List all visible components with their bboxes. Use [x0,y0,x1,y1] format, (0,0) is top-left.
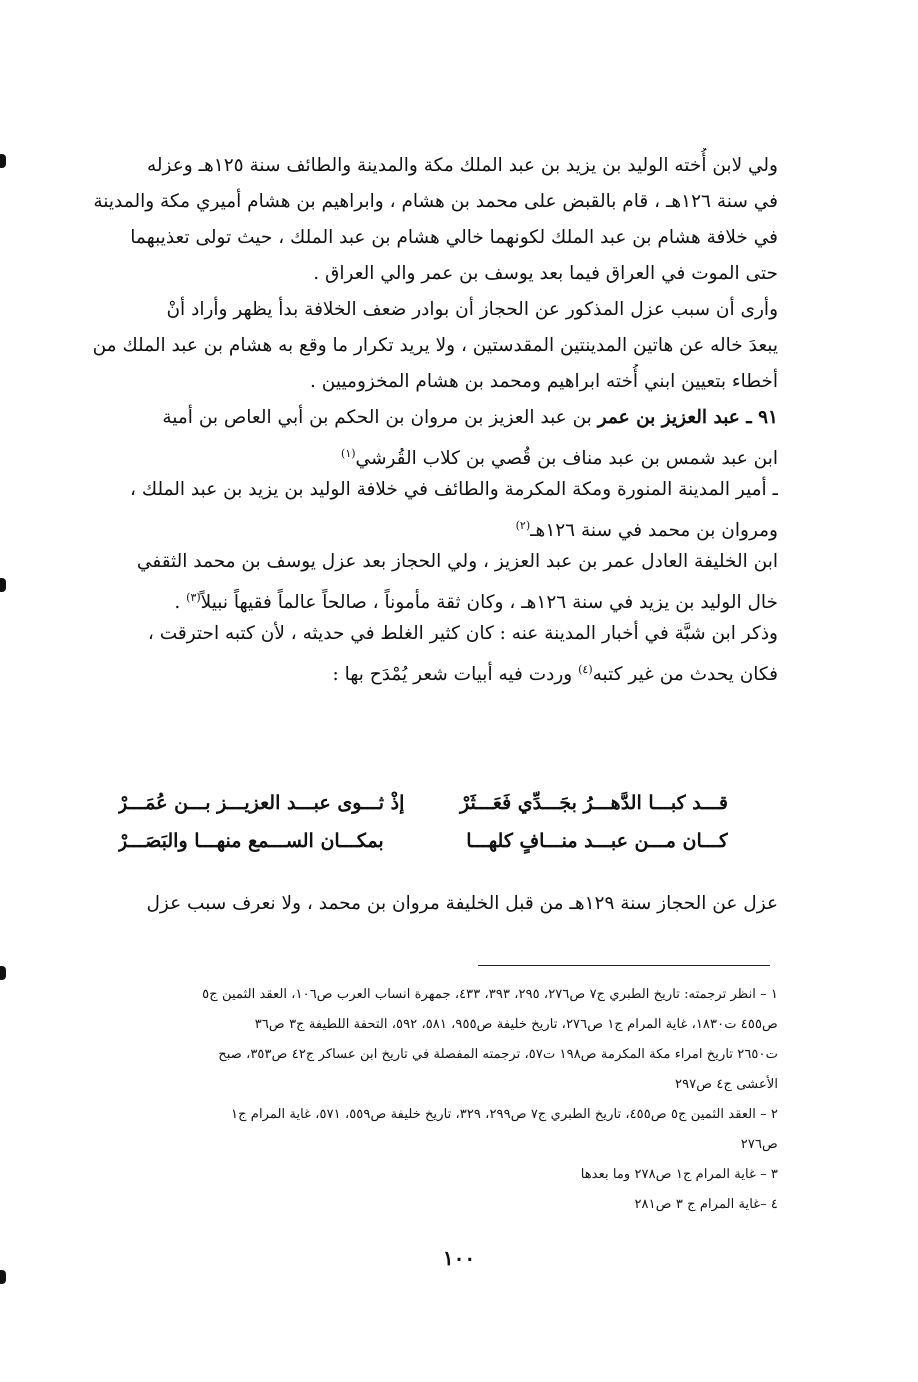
footnote-ref: (١) [341,447,356,460]
paragraph-text: خال الوليد بن يزيد في سنة ١٢٦هـ ، وكان ثقة مأموناً ، صالحاً عالماً فقيهاً نبيلاً [200,592,778,613]
paragraph-text: . [174,592,187,613]
paragraph-line: في سنة ١٢٦هـ ، قام بالقبض على محمد بن هشام ، وابراهيم بن هشام أميري مكة والمدينة [93,191,778,212]
footnote-line: ٤ –غاية المرام ج ٣ ص٢٨١ [634,1197,778,1212]
footnote-ref: (٢) [515,519,531,532]
paragraph-line: في خلافة هشام بن عبد الملك لكونهما خالي هشام بن عبد الملك ، حيث تولى تعذيبهما [130,227,778,248]
paragraph-line [78,652,778,688]
verse-hemistich-second: إذْ ثـــوى عبـــد العزيـــز بـــن عُمَـــرْ [118,792,405,814]
footnote-line: الأعشى ج٤ ص٢٩٧ [675,1077,778,1092]
footnote-line: ص٤٥٥ ت١٨٣٠، غاية المرام ج١ ص٢٧٦، تاريخ خليفة ص٩٥٥، ٥٨١، ٥٩٢، التحفة اللطيفة ج٣ ص٣٦ [254,1017,778,1032]
scan-edge-mark [0,1270,6,1284]
scan-edge-mark [0,578,6,592]
paragraph-line [78,508,778,544]
footnotes [80,980,778,1220]
verse-hemistich-first: كـــان مـــن عبـــد منـــافٍ كلهـــا [466,830,728,852]
scan-edge-mark [0,966,6,980]
paragraph-line: ولي لابن أُخته الوليد بن يزيد بن عبد الملك مكة والمدينة والطائف سنة ١٢٥هـ وعزله [146,155,778,176]
paragraph-line: عزل عن الحجاز سنة ١٢٩هـ من قبل الخليفة مروان بن محمد ، ولا نعرف سبب عزل [146,893,778,914]
entry-lineage-line [78,436,778,472]
footnote-line: ١ – انظر ترجمته: تاريخ الطبري ج٧ ص٢٧٦، ٢٩٥، ٣٩٣، ٤٣٣، جمهرة انساب العرب ص١٠٦، العقد الثمين ج٥ [202,987,778,1002]
verse-hemistich-first: قـــد كبـــا الدَّهـــرُ بجَـــدِّي فَعَـــثَرْ [460,792,728,814]
paragraph-line [78,580,778,616]
footnote-line: ٣ – غاية المرام ج١ ص٢٧٨ وما بعدها [580,1167,778,1182]
entry-heading-line [78,400,778,436]
footnote-line: ٢ – العقد الثمين ج٥ ص٤٥٥، تاريخ الطبري ج٧ ص٢٩٩، ٣٢٩، تاريخ خليفة ص٥٥٩، ٥٧١، غاية المرام ج١ [231,1107,778,1122]
main-text [78,148,778,688]
paragraph-line: وأرى أن سبب عزل المذكور عن الحجاز أن بوادر ضعف الخلافة بدأ يظهر وأراد أنْ [166,299,778,320]
footnote-ref: (٣) [186,591,201,604]
paragraph-text: فكان يحدث من غير كتبه [592,664,778,685]
paragraph-line: ـ أمير المدينة المنورة ومكة المكرمة والطائف في خلافة الوليد بن يزيد بن عبد الملك ، [130,479,778,500]
paragraph-line: ابن الخليفة العادل عمر بن عبد العزيز ، ولي الحجاز بعد عزل يوسف بن محمد الثقفي [136,551,778,572]
paragraph-text: ومروان بن محمد في سنة ١٢٦هـ [530,520,778,541]
footnote-divider [478,965,770,966]
paragraph-line: حتى الموت في العراق فيما بعد يوسف بن عمر والي العراق . [313,263,778,284]
paragraph-line: يبعدَ خاله عن هاتين المدينتين المقدستين ، ولا يريد تكرار ما وقع به هشام بن عبد الملك من [92,335,778,356]
entry-lineage: بن عبد العزيز بن مروان بن الحكم بن أبي العاص بن أمية [162,407,592,428]
page-number: ١٠٠ [442,1246,476,1270]
entry-title: ٩١ ـ عبد العزيز بن عمر [597,407,778,428]
verse-line [118,824,728,858]
footnote-ref: (٤) [578,663,593,676]
verse-hemistich-second: بمكـــان الســـمع منهـــا والبَصَـــرْ [118,830,384,852]
entry-lineage-cont: ابن عبد شمس بن عبد مناف بن قُصي بن كلاب القُرشي [355,448,778,469]
paragraph-line: وذكر ابن شبَّة في أخبار المدينة عنه : كان كثير الغلط في حديثه ، لأن كتبه احترقت ، [147,623,778,644]
verse-line [118,786,728,820]
paragraph-text: وردت فيه أبيات شعر يُمْدَح بها : [332,664,579,685]
footnote-line: ت٢٦٥٠ تاريخ امراء مكة المكرمة ص١٩٨ ت٥٧، ترجمته المفصلة في تاريخ ابن عساكر ج٤٢ ص٣٥٣، صبح [218,1047,778,1062]
paragraph-line: أخطاء بتعيين ابني أُخته ابراهيم ومحمد بن هشام المخزوميين . [310,371,778,392]
scan-edge-mark [0,154,6,168]
footnote-line: ص٢٧٦ [740,1137,778,1152]
